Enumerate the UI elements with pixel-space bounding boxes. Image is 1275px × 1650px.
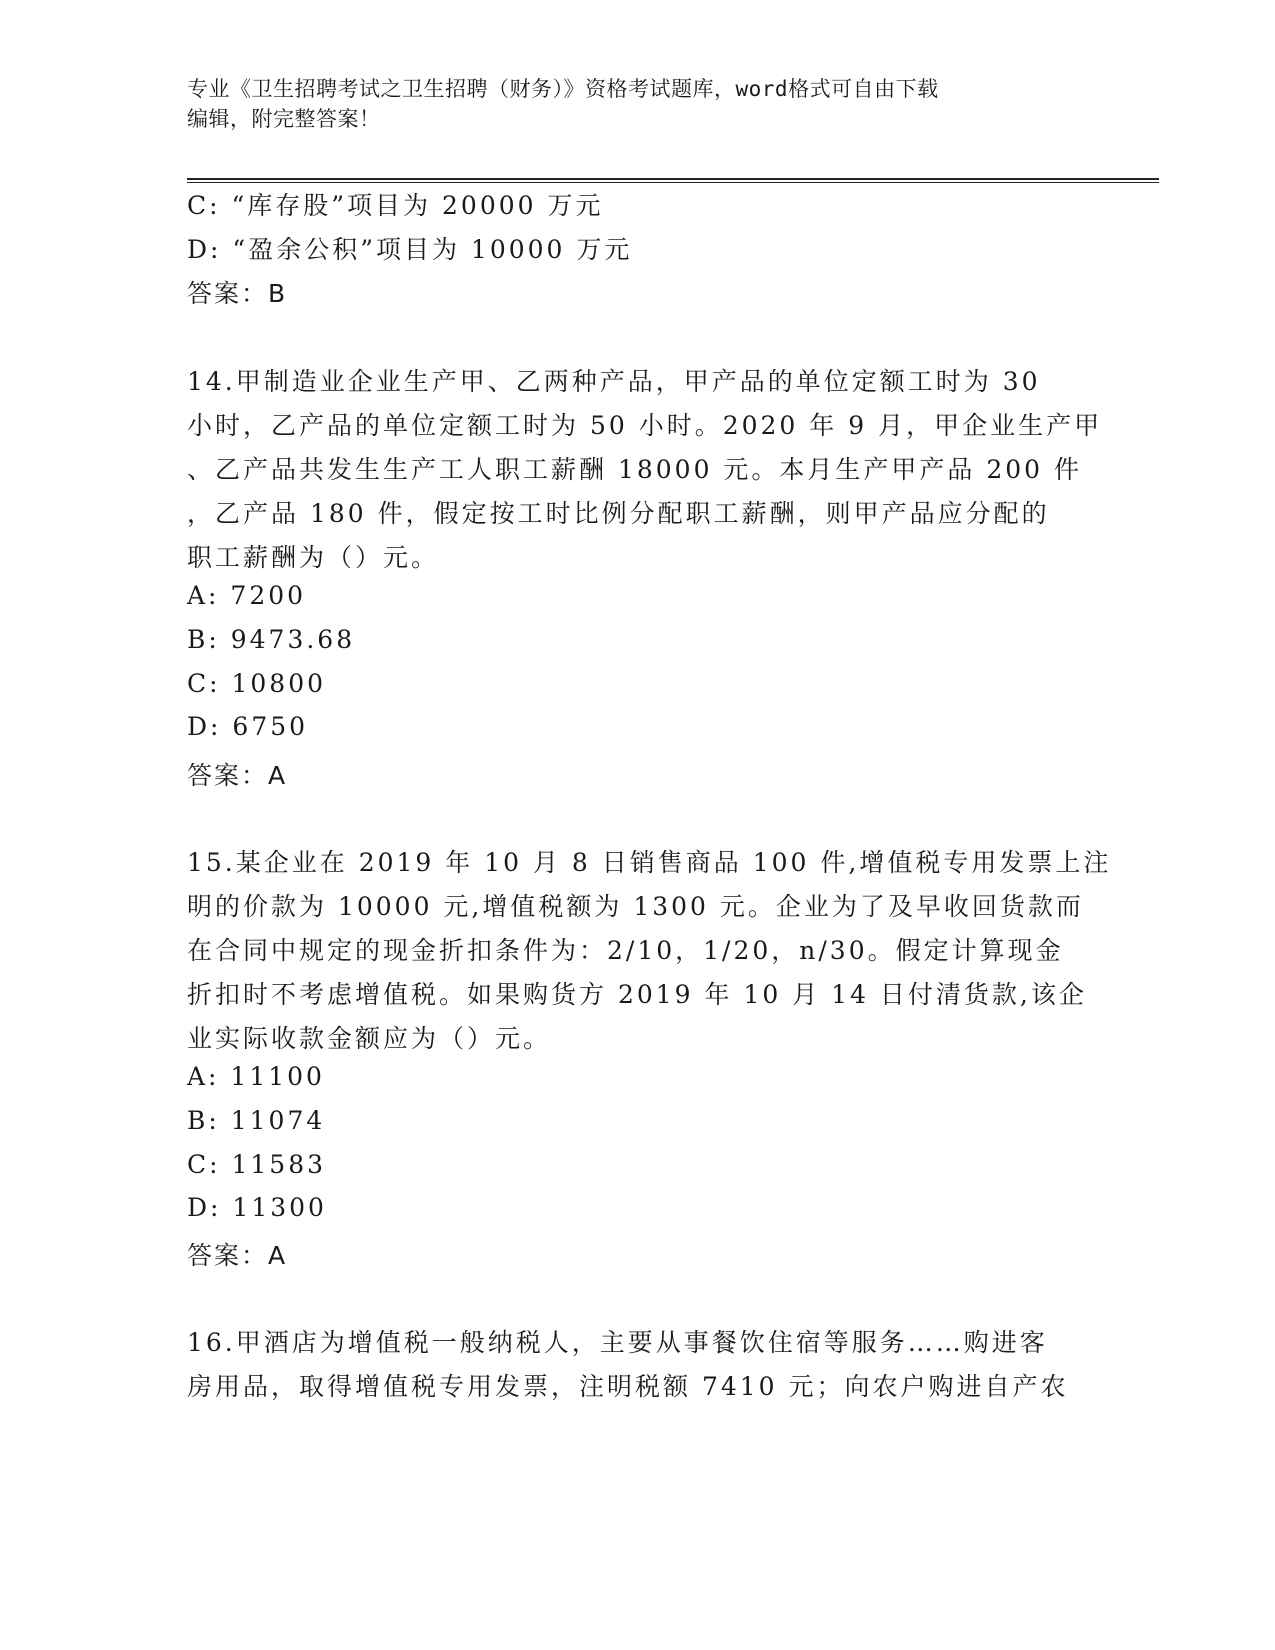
q14-stem-line-3: 、乙产品共发生生产工人职工薪酬 18000 元。本月生产甲产品 200 件 — [187, 455, 1083, 484]
q15-stem-line-5: 业实际收款金额应为（）元。 — [187, 1024, 552, 1053]
document-header — [187, 74, 1087, 134]
q16-stem-line-1: 16.甲酒店为增值税一般纳税人，主要从事餐饮住宿等服务……购进客 — [187, 1328, 1048, 1357]
q15-option-b: B: 11074 — [187, 1106, 326, 1135]
header-line-2: 编辑，附完整答案！ — [187, 107, 381, 131]
q14-answer: 答案：A — [187, 761, 288, 790]
header-line-1: 专业《卫生招聘考试之卫生招聘（财务）》资格考试题库，word格式可自由下载 — [187, 77, 939, 101]
q15-stem-line-2: 明的价款为 10000 元,增值税额为 1300 元。企业为了及早收回货款而 — [187, 892, 1084, 921]
q15-answer: 答案：A — [187, 1241, 288, 1270]
q14-option-a: A: 7200 — [187, 581, 307, 610]
q15-stem-line-1: 15.某企业在 2019 年 10 月 8 日销售商品 100 件,增值税专用发票上注 — [187, 848, 1112, 877]
q14-option-d: D: 6750 — [187, 712, 309, 741]
header-divider-thick — [187, 178, 1159, 180]
q15-option-d: D: 11300 — [187, 1193, 327, 1222]
q14-stem-line-1: 14.甲制造业企业生产甲、乙两种产品，甲产品的单位定额工时为 30 — [187, 367, 1041, 396]
q14-stem-line-4: ，乙产品 180 件，假定按工时比例分配职工薪酬，则甲产品应分配的 — [187, 499, 1050, 528]
header-divider-thin — [187, 182, 1159, 183]
q14-stem-line-2: 小时，乙产品的单位定额工时为 50 小时。2020 年 9 月，甲企业生产甲 — [187, 411, 1103, 440]
q15-option-c: C: 11583 — [187, 1150, 327, 1179]
q15-stem-line-4: 折扣时不考虑增值税。如果购货方 2019 年 10 月 14 日付清货款,该企 — [187, 980, 1087, 1009]
q15-stem-line-3: 在合同中规定的现金折扣条件为：2/10，1/20，n/30。假定计算现金 — [187, 936, 1064, 965]
q13-answer: 答案：B — [187, 279, 288, 308]
q15-option-a: A: 11100 — [187, 1062, 325, 1091]
q14-stem-line-5: 职工薪酬为（）元。 — [187, 543, 440, 572]
q13-option-d: D: “盈余公积”项目为 10000 万元 — [187, 235, 633, 264]
q16-stem-line-2: 房用品，取得增值税专用发票，注明税额 7410 元；向农户购进自产农 — [187, 1372, 1069, 1401]
q13-option-c: C: “库存股”项目为 20000 万元 — [187, 191, 604, 220]
q14-option-c: C: 10800 — [187, 669, 327, 698]
q14-option-b: B: 9473.68 — [187, 625, 356, 654]
